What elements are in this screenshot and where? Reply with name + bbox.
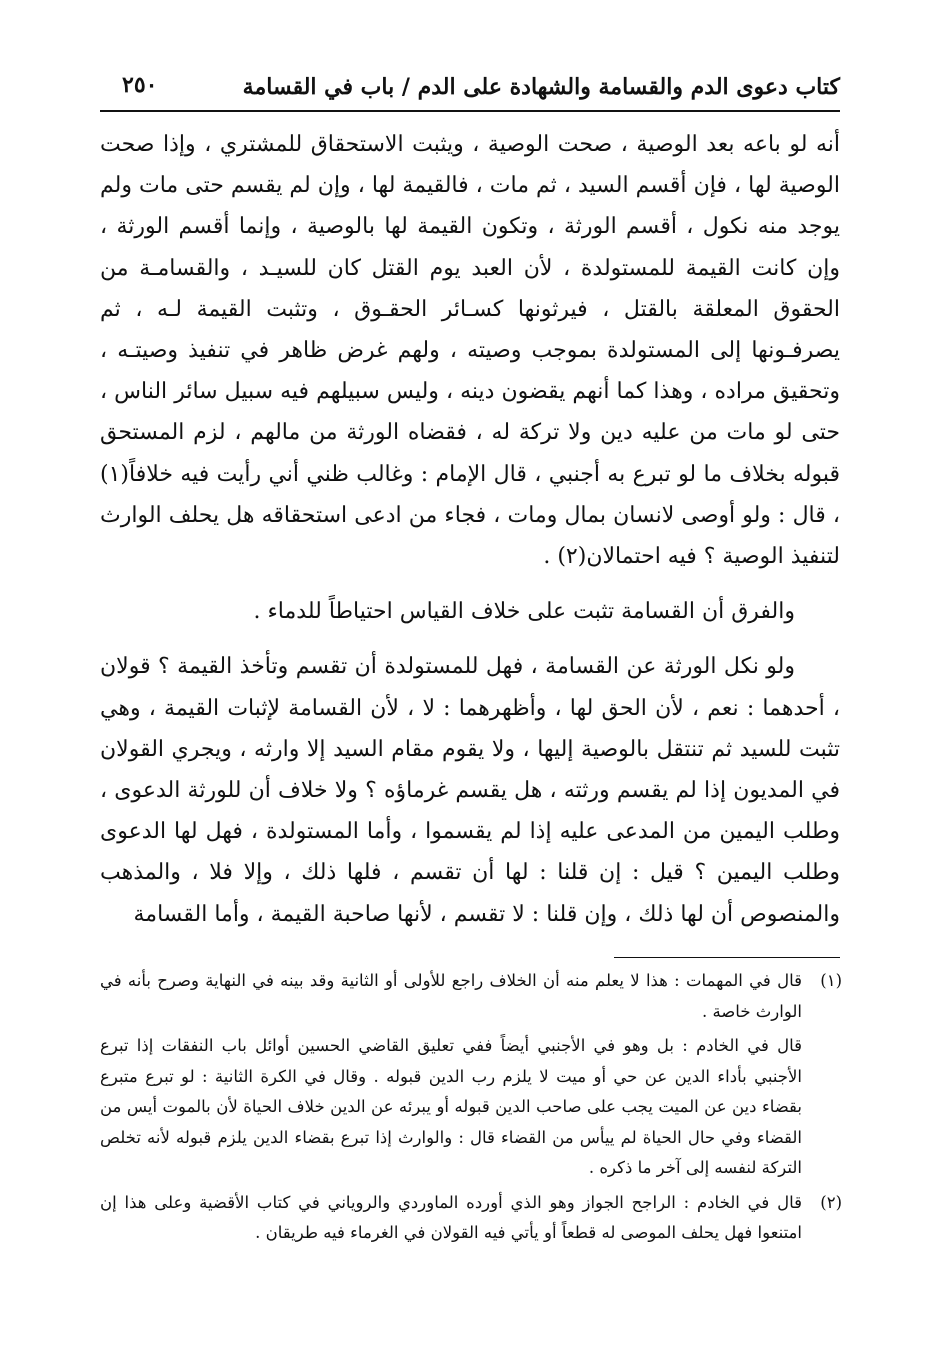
header-title: كتاب دعوى الدم والقسامة والشهادة على الدم / باب في القسامة (242, 74, 840, 100)
paragraph-2: والفرق أن القسامة تثبت على خلاف القياس احتياطاً للدماء . (253, 599, 795, 625)
page-number: ٢٥٠ (122, 72, 158, 98)
footnote-1 (100, 966, 842, 1027)
footnote-number: (٢) (820, 1192, 842, 1212)
footnote-1-continuation (100, 1031, 842, 1184)
running-header (100, 66, 840, 110)
main-text (100, 124, 840, 935)
footnote-text: قال في الخادم : الراجح الجواز وهو الذي أورده الماوردي والروياني في كتاب الأقضية وعلى هذا إن امتنعوا فهل يحلف الموصى له قطعاً أو يأتي فيه القولان في الغرماء فيه طريقان . (100, 1192, 802, 1242)
footnote-number: (١) (820, 971, 842, 990)
footnote-text: قال في المهمات : هذا لا يعلم منه أن الخلاف راجع للأولى أو الثانية وقد بينه في النهاية وصرح بأنه في الوارث خاصة . (100, 971, 802, 1021)
footnote-text: قال في الخادم : بل وهو في الأجنبي أيضاً ففي تعليق القاضي الحسين أوائل باب النفقات إذا تبرع الأجنبي بأداء الدين عن حي أو ميت لا يلزم رب الدين قبوله . وقال في الكرة الثانية : لو تبرع متبرع بقضاء دين عن الميت يجب على صاحب الدين قبوله أو يبرئه عن الدين خلاف الحياة لأن بالموت أيس من القضاء وفي حال الحياة لم ييأس من القضاء قال : والوارث إذا تبرع بقضاء الدين يلزم قبوله لأنه تخلص التركة لنفسه إلى آخر ما ذكره . (100, 1036, 802, 1177)
paragraph-1: أنه لو باعه بعد الوصية ، صحت الوصية ، ويثبت الاستحقاق للمشتري ، وإذا صحت الوصية لها ، فإن أقسم السيد ، ثم مات ، فالقيمة لها ، وإن لم يقسم حتى مات ولم يوجد منه نكول ، أقسم الورثة ، وتكون القيمة لها بالوصية ، وإنما أقسم الورثة ، وإن كانت القيمة للمستولدة ، لأن العبد يوم القتل كان للسيـد ، والقسامـة من الحقوق المعلقة بالقتل ، فيرثونها كسـائر الحقـوق ، وتثبت القيمة لـه ، ثم يصرفـونها إلى المستولدة بموجب وصيته ، ولهم غرض ظاهر في تنفيذ وصيتـه ، وتحقيق مراده ، وهذا كما أنهم يقضون دينه ، وليس سبيلهم فيه سبيل سائر الناس ، حتى لو مات من عليه دين ولا تركة له ، فقضاه الورثة من مالهم ، لزم المستحق قبوله بخلاف ما لو تبرع به أجنبي ، قال الإمام : وغالب ظني أني رأيت فيه خلافاً(١) ، قال : ولو أوصى لانسان بمال ومات ، فجاء من ادعى استحقاقه هل يحلف الوارث لتنفيذ الوصية ؟ فيه احتمالان(٢) . (100, 132, 841, 570)
paragraph-3: ولو نكل الورثة عن القسامة ، فهل للمستولدة أن تقسم وتأخذ القيمة ؟ قولان ، أحدهما : نعم ، لأن الحق لها ، وأظهرهما : لا ، لأن القسامة لإثبات القيمة ، وهي تثبت للسيد ثم تنتقل بالوصية إليها ، ولا يقوم مقام السيد إلا وارثه ، ويجري القولان في المديون إذا لم يقسم ورثته ، هل يقسم غرماؤه ؟ ولا خلاف أن للورثة الدعوى ، وطلب اليمين من المدعى عليه إذا لم يقسموا ، وأما المستولدة ، فهل لها الدعوى وطلب اليمين ؟ قيل : إن قلنا : لها أن تقسم ، فلها ذلك ، وإلا فلا ، والمذهب والمنصوص أن لها ذلك ، وإن قلنا : لا تقسم ، لأنها صاحبة القيمة ، وأما القسامة (100, 654, 840, 927)
footnote-separator (614, 957, 840, 958)
footnote-2 (100, 1188, 842, 1249)
header-rule (100, 110, 840, 112)
footnotes (100, 966, 842, 1253)
